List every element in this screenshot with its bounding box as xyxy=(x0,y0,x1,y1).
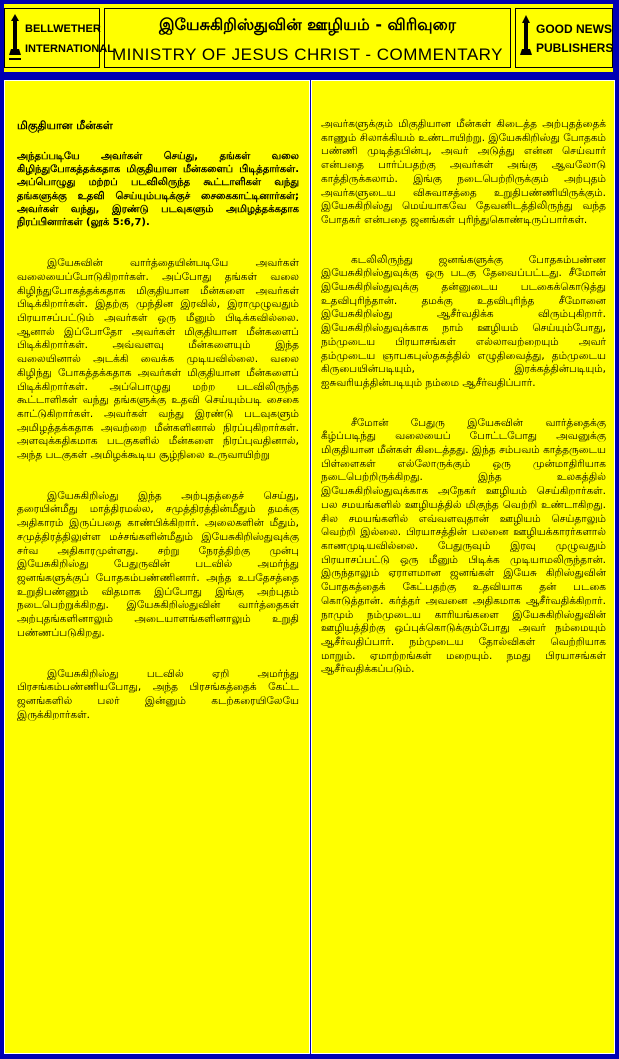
good-news-logo xyxy=(515,8,613,68)
left-column xyxy=(4,80,310,1054)
paragraph: இயேசுவின் வார்த்தையின்படியே அவர்கள் வலையைப்போடுகிறார்கள். அப்போது தங்கள் வலை கிழிந்துபோகத்தக்கதாக மிகுதியான மீன்களை அவர்கள் பிடிக்கிறார்கள். இதற்கு முந்தின இரவில், இராமுழுவதும் பிரயாசப்பட்டும் அவர்கள் ஒரு மீனும் பிடிக்கவில்லை. ஆனால் இப்போதோ அவர்கள் மிகுதியான மீன்களைப் பிடிக்கிறார்கள். அவ்வளவு மீன்களையும் இந்த வலையினால் அடக்கி வைக்க முடியவில்லை. வலை கிழிந்து போகத்தக்கதாக அவர்கள் மிகுதியான மீன்களைப் பிடிக்கிறார்கள். அப்பொழுது மற்ற படவிலிருந்த கூட்டாளிகள் வந்து தங்களுக்கு உதவி செய்யும்படி சைகை காட்டுகிறார்கள். அவர்கள் வந்து இரண்டு படவுகளும் அமிழத்தக்கதாக அவற்றை மீன்களினால் நிரப்புகிறார்கள். அளவுக்கதிகமாக படகுகளில் மீன்களை நிரப்புவதினால், அந்த படகுகள் அமிழக்கூடிய சூழ்நிலை உருவாயிற்று xyxy=(17,257,299,462)
right-logo-line2: PUBLISHERS xyxy=(536,41,614,55)
good-news-emblem-icon xyxy=(516,9,612,67)
left-logo-line1: BELLWETHER xyxy=(25,23,101,35)
right-logo-line1: GOOD NEWS xyxy=(536,22,613,36)
paragraph: கடலிலிருந்து ஜனங்களுக்கு போதகம்பண்ண இயேசுகிறிஸ்துவுக்கு ஒரு படகு தேவைப்பட்டது. சீமோன் இயேசுகிறிஸ்துவுக்கு தன்னுடைய படகைக்கொடுத்து உதவிபுரிந்தான். தமக்கு உதவிபுரிந்த சீமோனை இயேசுகிறிஸ்து ஆசீர்வதிக்க விரும்புகிறார். இயேசுகிறிஸ்துவுக்காக நாம் ஊழியம் செய்யும்போது, நம்முடைய பிரயாசங்கள் எல்லாவற்றையும் அவர் தம்முடைய ஞாபகபுஸ்தகத்தில் எழுதிவைத்து, தம்முடைய கிருபையின்படியும், இரக்கத்தின்படியும், ஐசுவரியத்தின்படியும் நம்மை ஆசீர்வதிப்பார். xyxy=(321,253,606,389)
bellwether-emblem-icon xyxy=(5,9,99,67)
article-heading: மிகுதியான மீன்கள் xyxy=(17,119,113,132)
paragraph: சீமோன் பேதுரு இயேசுவின் வார்த்தைக்கு கீழ்ப்படிந்து வலையைப் போட்டபோது அவனுக்கு மிகுதியான மீன்கள் கிடைத்தது. இந்த சம்பவம் காத்தருடைய பிள்ளைகள் எல்லோருக்கும் ஒரு முன்மாதிரியாக நடைபெற்றிருக்கிறது. இந்த உலகத்தில் இயேசுகிறிஸ்துவுக்காக அநேகர் ஊழியம் செய்கிறார்கள். பல சமயங்களில் ஊழியத்தில் மிகுந்த வெற்றி உண்டாகிறது. சில சமயங்களில் எவ்வளவுதான் ஊழியம் செய்தாலும் வெற்றி இல்லை. பிரயாசத்தின் பலனை ஊழியக்காரர்களால் காணமுடியவில்லை. பேதுருவும் இரவு முழுவதும் பிரயாசப்பட்டு ஒரு மீனும் பிடிக்க முடியாமலிருந்தான். இருந்தாலும் ஏராளமான ஜனங்கள் இயேசு கிறிஸ்துவின் போதகத்தைக் கேட்பதற்கு உதவியாக தன் படகை கொடுத்தான். கர்த்தர் அவனை அதிகமாக ஆசீர்வதிக்கிறார். நாமும் நம்முடைய காரியங்களை இயேசுகிறிஸ்துவின் ஊழியத்திற்கு ஒப்புக்கொடுக்கும்போது அவர் நம்மையும் ஆசீர்வதிப்பார். நம்முடைய தோல்விகள் வெற்றியாக மாறும். ஏமாற்றங்கள் மறையும். நமது பிரயாசங்கள் ஆசீர்வதிக்கப்படும். xyxy=(321,416,606,676)
right-column xyxy=(311,80,615,1054)
left-logo-line2: INTERNATIONAL xyxy=(25,43,115,55)
paragraph: இயேசுகிறிஸ்து இந்த அற்புதத்தைச் செய்து, தரையின்மீது மாத்திரமல்ல, சமுத்திரத்தின்மீதும் தமக்கு அதிகாரம் இருப்பதை காண்பிக்கிறார். அலைகளின் மீதும், சமுத்திரத்திலுள்ள மச்சங்களின்மீதும் இயேசுகிறிஸ்துவுக்கு சர்வ அதிகாரமுள்ளது. சற்று நேரத்திற்கு முன்பு இயேசுகிறிஸ்து பேதுருவின் படவில் அமர்ந்து ஜனங்களுக்குப் போதகம்பண்ணினார். அந்த உபதேசத்தை உறுதிபண்ணும் விதமாக இப்போது இங்கு அற்புதம் நடைபெற்றுக்கிறது. இயேசுகிறிஸ்துவின் வார்த்தைகள் அற்புதங்களினாலும் அடையாளங்களினாலும் உறுதி பண்ணப்படுகிறது. xyxy=(17,489,299,639)
paragraph: இயேசுகிறிஸ்து படவில் ஏறி அமர்ந்து பிரசங்கம்பண்ணியபோது, அந்த பிரசங்கத்தைக் கேட்ட ஜனங்களில் பலர் இன்னும் கடற்கரையிலேயே இருக்கிறார்கள். xyxy=(17,667,299,721)
tamil-title: இயேசுகிறிஸ்துவின் ஊழியம் - விரிவுரை xyxy=(158,15,456,34)
header-banner xyxy=(4,4,613,72)
title-box xyxy=(104,8,511,68)
bellwether-logo xyxy=(4,8,115,68)
english-title: MINISTRY OF JESUS CHRIST - COMMENTARY xyxy=(112,45,503,64)
paragraph: அவர்களுக்கும் மிகுதியான மீன்கள் கிடைத்த அற்புதத்தைக் காணும் சிலாக்கியம் உண்டாயிற்று. இயேசுகிறிஸ்து போதகம் பண்ணி முடித்தபின்பு, அவர் அடுத்து என்ன செய்வார் என்பதை பார்ப்பதற்கு அவர்கள் அங்கு ஆவலோடு காத்திருக்கலாம். இங்கு நடைபெற்றிருக்கும் அற்புதம் அவர்களுடைய விசுவாசத்தை உறுதிபண்ணியிருக்கும். இயேசுகிறிஸ்து மெய்யாகவே தேவனிடத்திலிருந்து வந்த போதகர் என்பதை ஜனங்கள் புரிந்துகொண்டிருப்பார்கள். xyxy=(321,118,607,226)
scripture-verse: அந்தப்படியே அவர்கள் செய்து, தங்கள் வலை கிழிந்துபோகத்தக்கதாக மிகுதியான மீன்களைப் பிடித்தார்கள். அப்பொழுது மற்றப் படவிலிருந்த கூட்டாளிகள் வந்து தங்களுக்கு உதவி செய்யும்படிக்குச் சைகைகாட்டினார்கள்; அவர்கள் வந்து, இரண்டு படவுகளும் அமிழத்தக்கதாக நிரப்பினார்கள் (லூக் 5:6,7). xyxy=(17,151,299,229)
